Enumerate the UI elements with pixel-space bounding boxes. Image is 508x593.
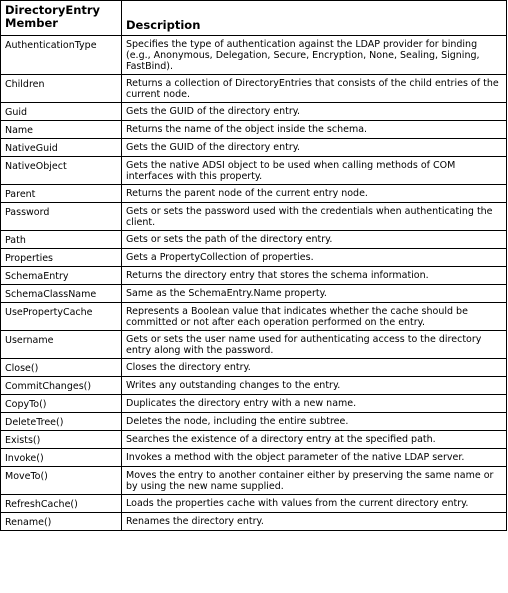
description-cell: Gets or sets the password used with the credentials when authenticating the client.: [122, 203, 507, 231]
description-cell: Moves the entry to another container either by preserving the same name or by using the new name supplied.: [122, 467, 507, 495]
description-cell: Gets a PropertyCollection of properties.: [122, 249, 507, 267]
member-cell: Guid: [1, 103, 122, 121]
table-row: [1, 185, 507, 203]
description-cell: Returns the directory entry that stores the schema information.: [122, 267, 507, 285]
table-row: [1, 249, 507, 267]
description-cell: Deletes the node, including the entire subtree.: [122, 413, 507, 431]
table-row: [1, 203, 507, 231]
description-cell: Gets the GUID of the directory entry.: [122, 139, 507, 157]
table-row: [1, 139, 507, 157]
member-cell: RefreshCache(): [1, 495, 122, 513]
member-cell: SchemaEntry: [1, 267, 122, 285]
table-row: [1, 395, 507, 413]
member-cell: DeleteTree(): [1, 413, 122, 431]
member-column-header: [1, 1, 122, 36]
description-cell: Duplicates the directory entry with a new name.: [122, 395, 507, 413]
description-cell: Same as the SchemaEntry.Name property.: [122, 285, 507, 303]
member-cell: NativeGuid: [1, 139, 122, 157]
table-row: [1, 267, 507, 285]
member-cell: UsePropertyCache: [1, 303, 122, 331]
description-cell: Returns the name of the object inside the schema.: [122, 121, 507, 139]
member-cell: Name: [1, 121, 122, 139]
table-row: [1, 377, 507, 395]
member-cell: AuthenticationType: [1, 36, 122, 75]
member-cell: CopyTo(): [1, 395, 122, 413]
member-cell: Children: [1, 75, 122, 103]
table-row: [1, 75, 507, 103]
table-row: [1, 36, 507, 75]
member-cell: Parent: [1, 185, 122, 203]
member-cell: Path: [1, 231, 122, 249]
table-row: [1, 331, 507, 359]
description-cell: Closes the directory entry.: [122, 359, 507, 377]
member-header-line1: DirectoryEntry: [5, 3, 101, 17]
table-header-row: [1, 1, 507, 36]
table-row: [1, 121, 507, 139]
table-row: [1, 467, 507, 495]
member-cell: Rename(): [1, 513, 122, 531]
description-cell: Specifies the type of authentication against the LDAP provider for binding (e.g., Anonymous, Delegation, Secure, Encryption, None, Sealing, Signing, FastBind).: [122, 36, 507, 75]
table-row: [1, 303, 507, 331]
table-row: [1, 103, 507, 121]
member-cell: MoveTo(): [1, 467, 122, 495]
description-cell: Gets or sets the user name used for authenticating access to the directory entry along with the password.: [122, 331, 507, 359]
description-cell: Gets the native ADSI object to be used when calling methods of COM interfaces with this property.: [122, 157, 507, 185]
table-row: [1, 285, 507, 303]
description-cell: Renames the directory entry.: [122, 513, 507, 531]
table-body: [1, 36, 507, 531]
description-column-header: Description: [122, 1, 507, 36]
description-cell: Represents a Boolean value that indicates whether the cache should be committed or not after each operation performed on the entry.: [122, 303, 507, 331]
description-cell: Gets or sets the path of the directory entry.: [122, 231, 507, 249]
table-row: [1, 513, 507, 531]
table-row: [1, 359, 507, 377]
member-cell: Password: [1, 203, 122, 231]
member-header-line2: Member: [5, 16, 58, 30]
description-cell: Returns the parent node of the current entry node.: [122, 185, 507, 203]
table-row: [1, 431, 507, 449]
member-cell: SchemaClassName: [1, 285, 122, 303]
table-row: [1, 495, 507, 513]
table-row: [1, 231, 507, 249]
member-cell: Username: [1, 331, 122, 359]
member-cell: Close(): [1, 359, 122, 377]
description-cell: Writes any outstanding changes to the entry.: [122, 377, 507, 395]
member-cell: CommitChanges(): [1, 377, 122, 395]
member-cell: Properties: [1, 249, 122, 267]
table-row: [1, 449, 507, 467]
member-cell: Exists(): [1, 431, 122, 449]
description-cell: Loads the properties cache with values from the current directory entry.: [122, 495, 507, 513]
table-row: [1, 413, 507, 431]
description-cell: Searches the existence of a directory entry at the specified path.: [122, 431, 507, 449]
description-cell: Invokes a method with the object parameter of the native LDAP server.: [122, 449, 507, 467]
table-row: [1, 157, 507, 185]
member-cell: NativeObject: [1, 157, 122, 185]
description-cell: Gets the GUID of the directory entry.: [122, 103, 507, 121]
member-cell: Invoke(): [1, 449, 122, 467]
description-cell: Returns a collection of DirectoryEntries that consists of the child entries of the current node.: [122, 75, 507, 103]
